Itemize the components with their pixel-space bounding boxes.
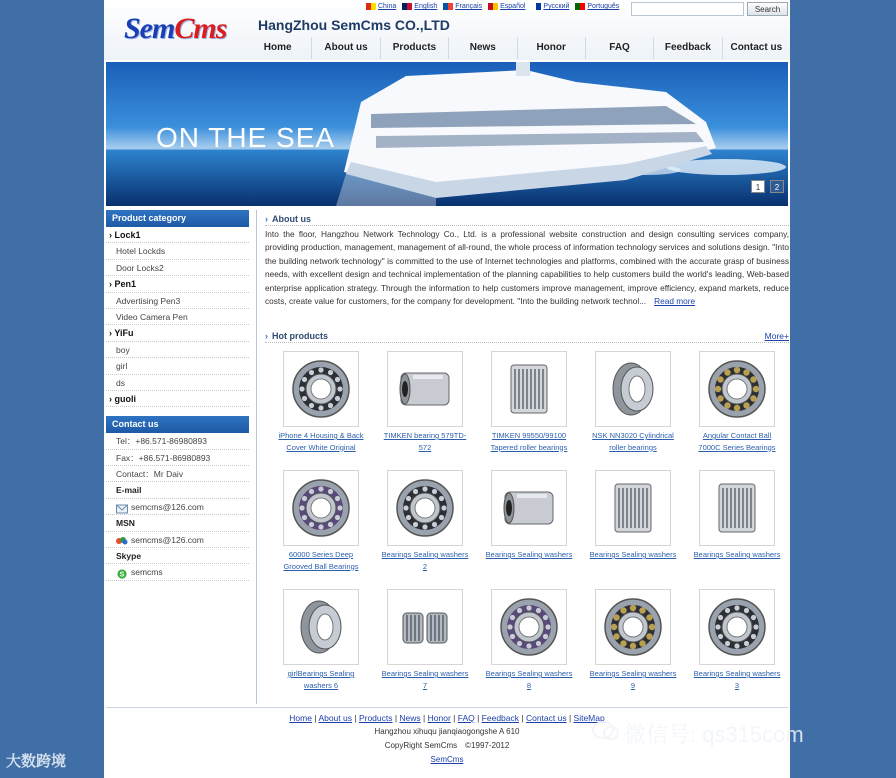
product-name[interactable]: NSK NN3020 Cylindrical roller bearings [592,431,674,452]
page [104,0,790,778]
hot-products [265,329,789,690]
category-item[interactable]: › Pen1 [106,276,249,292]
hot-products-heading: › Hot products More+ [265,329,789,343]
contact-person: Contact：Mr Daiv [106,466,249,482]
language-switcher [366,3,619,10]
nav-item-5[interactable]: FAQ [586,37,654,59]
banner-page-1[interactable]: 1 [751,180,765,193]
roller-bearing-icon[interactable] [283,470,359,546]
nav-item-2[interactable]: Products [381,37,449,59]
footer-link[interactable]: Feedback [481,713,520,723]
ball-bearing-icon[interactable] [699,589,775,665]
footer-separator: | [392,713,400,723]
product-name[interactable]: TIMKEN bearing 579TD-572 [383,431,467,452]
category-item[interactable]: ds [106,375,249,391]
product-card[interactable] [693,351,781,453]
ball-bearing-icon[interactable] [387,470,463,546]
email-icon [116,503,128,513]
language-link-2[interactable] [443,3,482,10]
category-item[interactable]: Advertising Pen3 [106,293,249,309]
site-logo[interactable]: SemCms [124,12,227,45]
flag-icon [366,3,376,10]
category-list [106,227,249,407]
company-name: HangZhou SemCms CO.,LTD [258,17,450,33]
language-label: Русский [543,3,570,10]
read-more-link[interactable]: Read more [654,296,696,307]
nav-item-1[interactable]: About us [312,37,380,59]
product-card[interactable] [693,470,781,561]
product-card[interactable] [589,589,677,691]
footer-separator: | [311,713,319,723]
category-item[interactable]: › guoli [106,391,249,407]
product-name[interactable]: Bearings Sealing washers 2 [381,550,469,571]
product-card[interactable] [381,470,469,572]
nav-item-7[interactable]: Contact us [730,42,783,53]
skype-label: Skype [106,548,249,564]
product-card[interactable] [589,351,677,453]
needle-bearing-icon[interactable] [491,351,567,427]
product-card[interactable] [485,351,573,453]
language-label: China [378,3,397,10]
needle-bearing-icon[interactable] [595,470,671,546]
footer-copyright: CopyRight SemCms ©1997-2012 [384,741,510,750]
footer-separator: | [352,713,359,723]
footer-separator: | [450,713,458,723]
skype-icon [116,568,128,578]
product-card[interactable] [381,589,469,691]
footer-brand-link[interactable]: SemCms [430,755,464,764]
contact-heading: Contact us [106,416,249,433]
language-link-1[interactable] [402,3,437,10]
search-input[interactable] [631,2,744,16]
wechat-icon [592,720,620,748]
roller-bearing-icon[interactable] [491,589,567,665]
footer-separator: | [519,713,526,723]
product-name[interactable]: 60000 Series Deep Grooved Ball Bearings [283,550,359,571]
product-name[interactable]: Bearings Sealing washers [485,550,573,559]
category-item[interactable]: › YiFu [106,325,249,341]
footer-link[interactable]: SiteMap [573,713,605,723]
product-name[interactable]: Bearings Sealing washers 9 [589,669,677,690]
flag-icon [575,3,585,10]
product-name[interactable]: girlBearings Sealing washers 6 [287,669,355,690]
language-link-3[interactable] [488,3,525,10]
column-divider [256,210,257,704]
msn-icon [116,535,128,545]
header [104,0,790,60]
email-label: E-mail [106,482,249,498]
language-label: Español [500,3,526,10]
search-button[interactable]: Search [747,2,788,16]
footer-link[interactable]: Contact us [525,713,567,723]
nav-item-6[interactable]: Feedback [654,37,722,59]
email-link[interactable]: semcms@126.com [106,499,249,515]
about-text: Into the floor, Hangzhou Network Technology Co., Ltd. is a professional website construction and design consulting services company, providing production, management, management of all-round, the whole process of information technology services and solutions design. "Into the building network technology" is committed to the use of Internet technologies and platforms, combined with the accurate grasp of business needs, with excellent design and technical implementation of the planning capabilities to help customers build the world's leading, Web-based enterprise application strategy. Through the information to help customers improve management, improve efficiency, expand markets, reduce costs, create value for customers, for the company for development. "Into the building network technol... Read more [265,229,789,307]
product-name[interactable]: Angular Contact Ball 7000C Series Bearings [698,431,776,452]
banner-page-2[interactable]: 2 [770,180,784,193]
skype-link[interactable]: S semcms [106,564,249,580]
hero-banner[interactable] [106,62,788,206]
double-bearing-icon[interactable] [387,589,463,665]
language-link-0[interactable] [366,3,396,10]
flag-icon [531,3,541,10]
contact-fax: Fax：+86.571-86980893 [106,450,249,466]
product-card[interactable] [693,589,781,691]
footer-separator: | [474,713,482,723]
category-item[interactable]: boy [106,342,249,358]
category-item[interactable]: Door Locks2 [106,260,249,276]
watermark-left: 大数跨境 [6,753,67,770]
contact-tel: Tel：+86.571-86980893 [106,433,249,449]
angular-bearing-icon[interactable] [595,589,671,665]
flag-icon [443,3,453,10]
footer-link[interactable]: Honor [427,713,451,723]
footer-link[interactable]: Home [289,713,312,723]
product-name[interactable]: Bearings Sealing washers 3 [693,669,781,690]
watermark-right: 微信号: qs315com [592,718,804,749]
tapered-bearing-icon[interactable] [595,351,671,427]
category-item[interactable]: Hotel Lockds [106,243,249,259]
footer-link[interactable]: News [399,713,421,723]
nav-item-4[interactable]: Honor [518,37,586,59]
category-item[interactable]: Video Camera Pen [106,309,249,325]
more-link[interactable]: More+ [764,331,789,341]
language-link-5[interactable] [575,3,619,10]
product-name[interactable]: Bearings Sealing washers [693,550,781,559]
product-card[interactable] [485,589,573,691]
category-item[interactable]: girl [106,358,249,374]
main-nav [244,37,790,59]
language-label: Português [587,3,620,10]
footer-separator: | [566,713,574,723]
flag-icon [402,3,412,10]
main-content [265,212,789,690]
angular-bearing-icon[interactable] [699,351,775,427]
tapered-bearing-icon[interactable] [283,589,359,665]
product-card[interactable] [485,470,573,561]
nav-item-0[interactable]: Home [244,37,312,59]
language-label: English [414,3,438,10]
linear-bearing-icon[interactable] [491,470,567,546]
about-heading: › About us [265,212,789,226]
msn-link[interactable]: semcms@126.com [106,532,249,548]
product-card[interactable] [589,470,677,561]
footer-link[interactable]: FAQ [457,713,475,723]
linear-bearing-icon[interactable] [387,351,463,427]
footer-link[interactable]: Products [358,713,393,723]
ball-bearing-icon[interactable] [283,351,359,427]
language-label: Français [455,3,483,10]
product-card[interactable] [277,470,365,572]
footer-address: Hangzhou xihuqu jianqiaogongshe A 610 [374,727,520,736]
product-name[interactable]: TIMKEN 99550/99100 Tapered roller bearings [490,431,568,452]
product-name[interactable]: Bearings Sealing washers 7 [381,669,469,690]
footer-separator: | [420,713,428,723]
product-name[interactable]: iPhone 4 Housing & Back Cover White Original [278,431,364,452]
language-link-4[interactable] [531,3,569,10]
sidebar [106,210,249,581]
product-grid [277,351,801,691]
flag-icon [488,3,498,10]
product-name[interactable]: Bearings Sealing washers [589,550,677,559]
product-card[interactable] [381,351,469,453]
product-name[interactable]: Bearings Sealing washers 8 [485,669,573,690]
product-card[interactable] [277,589,365,691]
footer-link[interactable]: About us [318,713,352,723]
product-category-heading: Product category [106,210,249,227]
nav-item-3[interactable]: News [449,37,517,59]
msn-label: MSN [106,515,249,531]
product-card[interactable] [277,351,365,453]
needle-bearing-icon[interactable] [699,470,775,546]
category-item[interactable]: › Lock1 [106,227,249,243]
banner-title: ON THE SEA [156,122,336,153]
svg-text:S: S [119,571,125,579]
